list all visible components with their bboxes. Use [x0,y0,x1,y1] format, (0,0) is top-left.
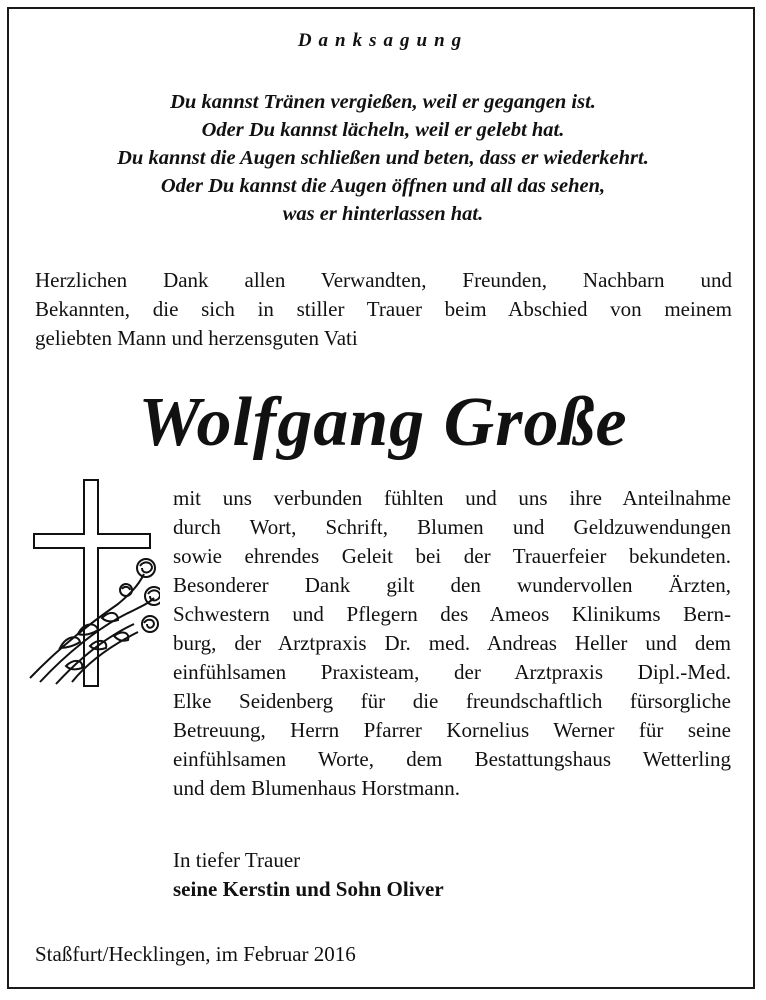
intro-line: geliebten Mann und herzensguten Vati [35,326,358,350]
poem-line: was er hinterlassen hat. [282,203,484,225]
deceased-name: Wolfgang Große [138,384,628,461]
cross-with-roses-icon [26,476,160,690]
thanks-line: sowie ehrendes Geleit bei der Trauerfeier bekundeten. [173,544,731,568]
closing-block [173,846,444,904]
poem-line: Du kannst die Augen schließen und beten, dass er wiederkehrt. [117,147,649,169]
place-date: Staßfurt/Hecklingen, im Februar 2016 [35,942,356,966]
poem-line: Oder Du kannst lächeln, weil er gelebt hat. [201,119,565,141]
thanks-line: Betreuung, Herrn Pfarrer Kornelius Werner für seine [173,718,731,742]
poem-block [0,88,766,228]
thanks-line: Schwestern und Pflegern des Ameos Klinikums Bern- [173,602,731,626]
thanks-line: burg, der Arztpraxis Dr. med. Andreas Heller und dem [173,631,731,655]
thanks-line: einfühlsamen Worte, dem Bestattungshaus Wetterling [173,747,731,771]
thanks-line: einfühlsamen Praxisteam, der Arztpraxis Dipl.-Med. [173,660,731,684]
thanks-line: und dem Blumenhaus Horstmann. [173,776,460,800]
thanks-line: mit uns verbunden fühlten und uns ihre Anteilnahme [173,486,731,510]
thanks-paragraph [173,484,731,803]
intro-paragraph [35,266,732,353]
intro-line: Bekannten, die sich in stiller Trauer beim Abschied von meinem [35,297,732,321]
thanks-line: Besonderer Dank gilt den wundervollen Ärzten, [173,573,731,597]
intro-line: Herzlichen Dank allen Verwandten, Freunden, Nachbarn und [35,268,732,292]
poem-line: Oder Du kannst die Augen öffnen und all das sehen, [160,175,606,197]
notice-heading: Danksagung [297,30,469,51]
signers: seine Kerstin und Sohn Oliver [173,877,444,901]
thanks-line: durch Wort, Schrift, Blumen und Geldzuwendungen [173,515,731,539]
poem-line: Du kannst Tränen vergießen, weil er gegangen ist. [170,91,596,113]
closing-phrase: In tiefer Trauer [173,848,301,872]
thanks-line: Elke Seidenberg für die freundschaftlich fürsorgliche [173,689,731,713]
